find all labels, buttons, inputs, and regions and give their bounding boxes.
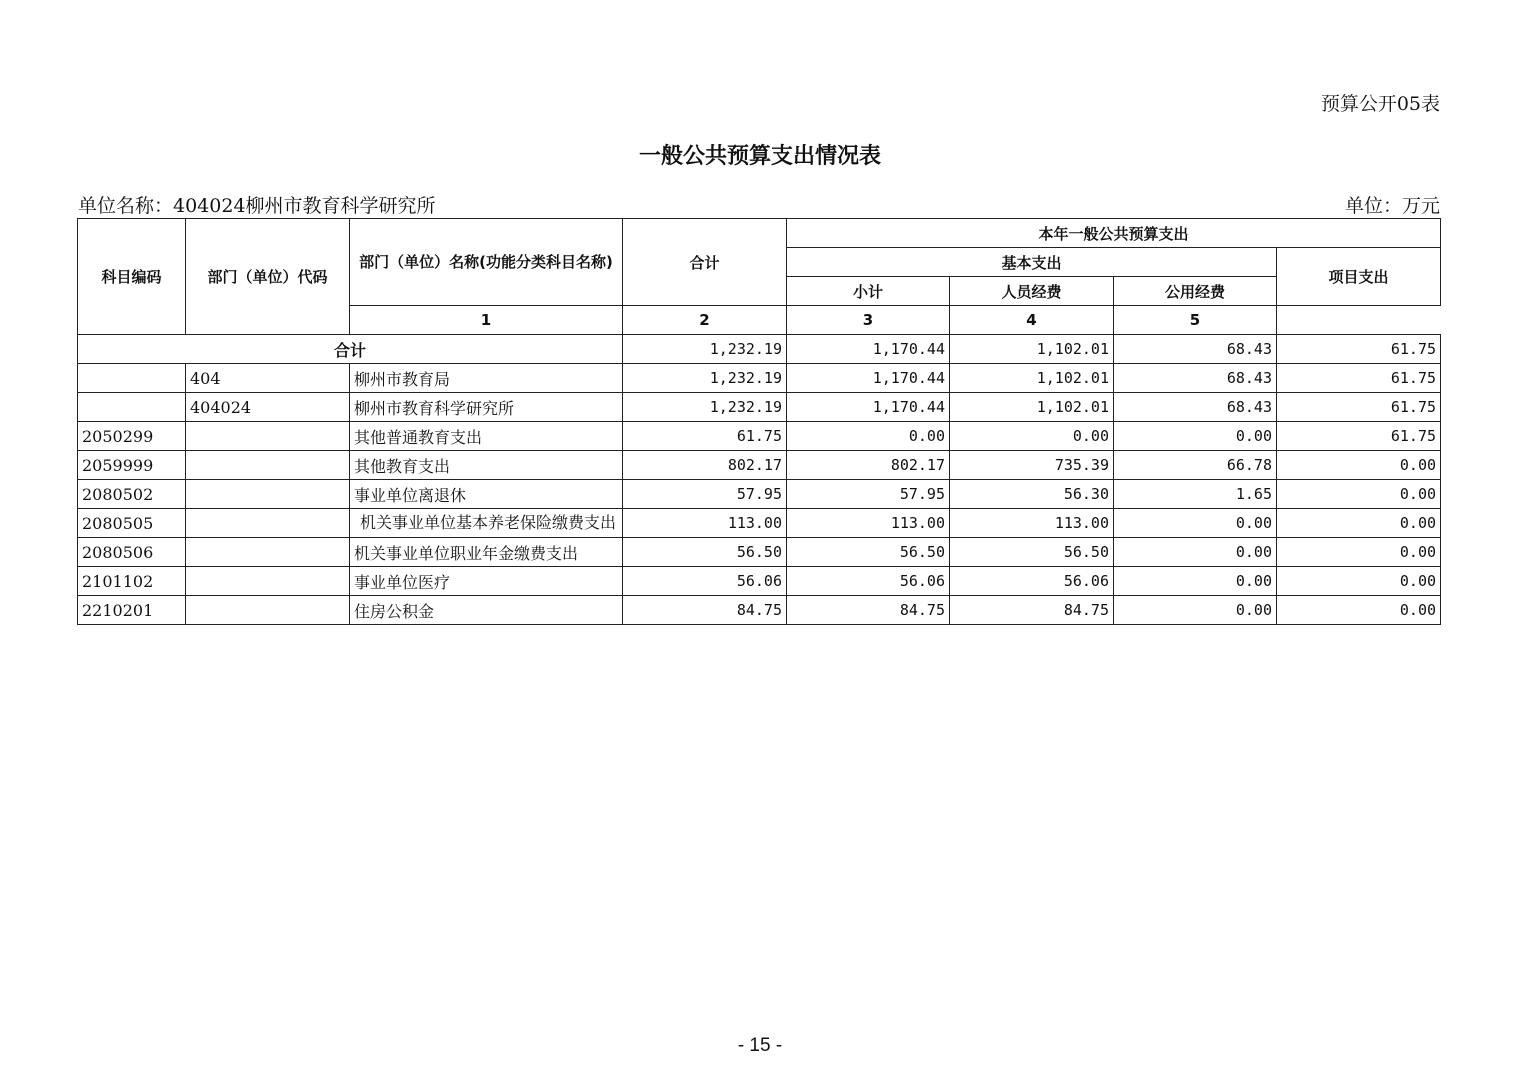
header-col-index: 2 — [623, 306, 787, 335]
header-col-index: 5 — [1114, 306, 1277, 335]
dept-code-cell — [186, 480, 350, 509]
total-row — [78, 335, 1441, 364]
dept-code-cell — [186, 538, 350, 567]
header-subject-code: 科目编码 — [78, 219, 186, 335]
public-use-cell: 0.00 — [1114, 509, 1277, 538]
subtotal-cell: 56.50 — [787, 538, 950, 567]
public-use-cell: 68.43 — [1114, 393, 1277, 422]
subtotal-cell: 84.75 — [787, 596, 950, 625]
dept-name-cell: 机关事业单位基本养老保险缴费支出 — [350, 509, 623, 538]
public-use-cell: 0.00 — [1114, 538, 1277, 567]
personnel-cell: 56.30 — [950, 480, 1114, 509]
dept-code-cell — [186, 509, 350, 538]
project-cell: 61.75 — [1277, 364, 1441, 393]
header-dept-name: 部门（单位）名称(功能分类科目名称) — [350, 219, 623, 306]
total-cell: 1,232.19 — [623, 393, 787, 422]
total-cell: 61.75 — [623, 422, 787, 451]
total-cell: 1,232.19 — [623, 364, 787, 393]
header-col-index: 1 — [350, 306, 623, 335]
total-cell: 1,232.19 — [623, 335, 787, 364]
personnel-cell: 56.50 — [950, 538, 1114, 567]
public-use-cell: 0.00 — [1114, 567, 1277, 596]
subject-code-cell — [78, 393, 186, 422]
header-public-use: 公用经费 — [1114, 277, 1277, 306]
table-row — [78, 480, 1441, 509]
subtotal-cell: 56.06 — [787, 567, 950, 596]
public-use-cell: 68.43 — [1114, 364, 1277, 393]
page-number: - 15 - — [737, 1035, 783, 1056]
header-personnel: 人员经费 — [950, 277, 1114, 306]
project-cell: 0.00 — [1277, 509, 1441, 538]
project-cell: 0.00 — [1277, 451, 1441, 480]
dept-name-cell: 其他教育支出 — [350, 451, 623, 480]
table-row — [78, 364, 1441, 393]
table-row — [78, 422, 1441, 451]
dept-code-cell: 404024 — [186, 393, 350, 422]
dept-name-cell: 事业单位离退休 — [350, 480, 623, 509]
form-number: 预算公开05表 — [1320, 93, 1440, 115]
header-project: 项目支出 — [1277, 248, 1441, 306]
personnel-cell: 56.06 — [950, 567, 1114, 596]
project-cell: 0.00 — [1277, 567, 1441, 596]
personnel-cell: 113.00 — [950, 509, 1114, 538]
subtotal-cell: 802.17 — [787, 451, 950, 480]
public-use-cell: 66.78 — [1114, 451, 1277, 480]
subtotal-cell: 1,170.44 — [787, 393, 950, 422]
total-cell: 84.75 — [623, 596, 787, 625]
personnel-cell: 1,102.01 — [950, 335, 1114, 364]
total-cell: 113.00 — [623, 509, 787, 538]
subtotal-cell: 1,170.44 — [787, 364, 950, 393]
subject-code-cell: 2050299 — [78, 422, 186, 451]
public-use-cell: 0.00 — [1114, 596, 1277, 625]
table-row — [78, 538, 1441, 567]
subject-code-cell: 2210201 — [78, 596, 186, 625]
dept-name-cell: 机关事业单位职业年金缴费支出 — [350, 538, 623, 567]
page-title: 一般公共预算支出情况表 — [638, 144, 881, 169]
header-subtotal: 小计 — [787, 277, 950, 306]
dept-code-cell: 404 — [186, 364, 350, 393]
personnel-cell: 1,102.01 — [950, 364, 1114, 393]
dept-name-cell: 事业单位医疗 — [350, 567, 623, 596]
total-cell: 802.17 — [623, 451, 787, 480]
project-cell: 61.75 — [1277, 335, 1441, 364]
subtotal-cell: 1,170.44 — [787, 335, 950, 364]
dept-name-cell: 柳州市教育局 — [350, 364, 623, 393]
personnel-cell: 735.39 — [950, 451, 1114, 480]
project-cell: 0.00 — [1277, 538, 1441, 567]
project-cell: 0.00 — [1277, 480, 1441, 509]
total-cell: 57.95 — [623, 480, 787, 509]
total-cell: 56.06 — [623, 567, 787, 596]
total-cell: 56.50 — [623, 538, 787, 567]
unit-name: 单位名称：404024柳州市教育科学研究所 — [78, 195, 436, 217]
dept-name-cell: 其他普通教育支出 — [350, 422, 623, 451]
project-cell: 61.75 — [1277, 422, 1441, 451]
table-row — [78, 509, 1441, 538]
public-use-cell: 0.00 — [1114, 422, 1277, 451]
subject-code-cell — [78, 364, 186, 393]
subtotal-cell: 113.00 — [787, 509, 950, 538]
table-row — [78, 567, 1441, 596]
table-row — [78, 596, 1441, 625]
header-col-index: 3 — [787, 306, 950, 335]
budget-table — [77, 218, 1441, 625]
header-col-index: 4 — [950, 306, 1114, 335]
personnel-cell: 84.75 — [950, 596, 1114, 625]
subtotal-cell: 57.95 — [787, 480, 950, 509]
project-cell: 61.75 — [1277, 393, 1441, 422]
header-basic: 基本支出 — [787, 248, 1277, 277]
subject-code-cell: 2059999 — [78, 451, 186, 480]
table-row — [78, 393, 1441, 422]
total-label: 合计 — [78, 335, 623, 364]
subject-code-cell: 2080506 — [78, 538, 186, 567]
header-current-year: 本年一般公共预算支出 — [787, 219, 1441, 248]
personnel-cell: 1,102.01 — [950, 393, 1114, 422]
public-use-cell: 1.65 — [1114, 480, 1277, 509]
project-cell: 0.00 — [1277, 596, 1441, 625]
dept-name-cell: 柳州市教育科学研究所 — [350, 393, 623, 422]
public-use-cell: 68.43 — [1114, 335, 1277, 364]
dept-code-cell — [186, 422, 350, 451]
subject-code-cell: 2080505 — [78, 509, 186, 538]
header-total: 合计 — [623, 219, 787, 306]
table-header — [78, 219, 1441, 335]
dept-code-cell — [186, 567, 350, 596]
header-dept-code: 部门（单位）代码 — [186, 219, 350, 335]
personnel-cell: 0.00 — [950, 422, 1114, 451]
subject-code-cell: 2080502 — [78, 480, 186, 509]
subtotal-cell: 0.00 — [787, 422, 950, 451]
subject-code-cell: 2101102 — [78, 567, 186, 596]
dept-code-cell — [186, 596, 350, 625]
dept-code-cell — [186, 451, 350, 480]
currency-unit: 单位：万元 — [1344, 195, 1440, 217]
dept-name-cell: 住房公积金 — [350, 596, 623, 625]
table-body — [78, 335, 1441, 625]
table-row — [78, 451, 1441, 480]
